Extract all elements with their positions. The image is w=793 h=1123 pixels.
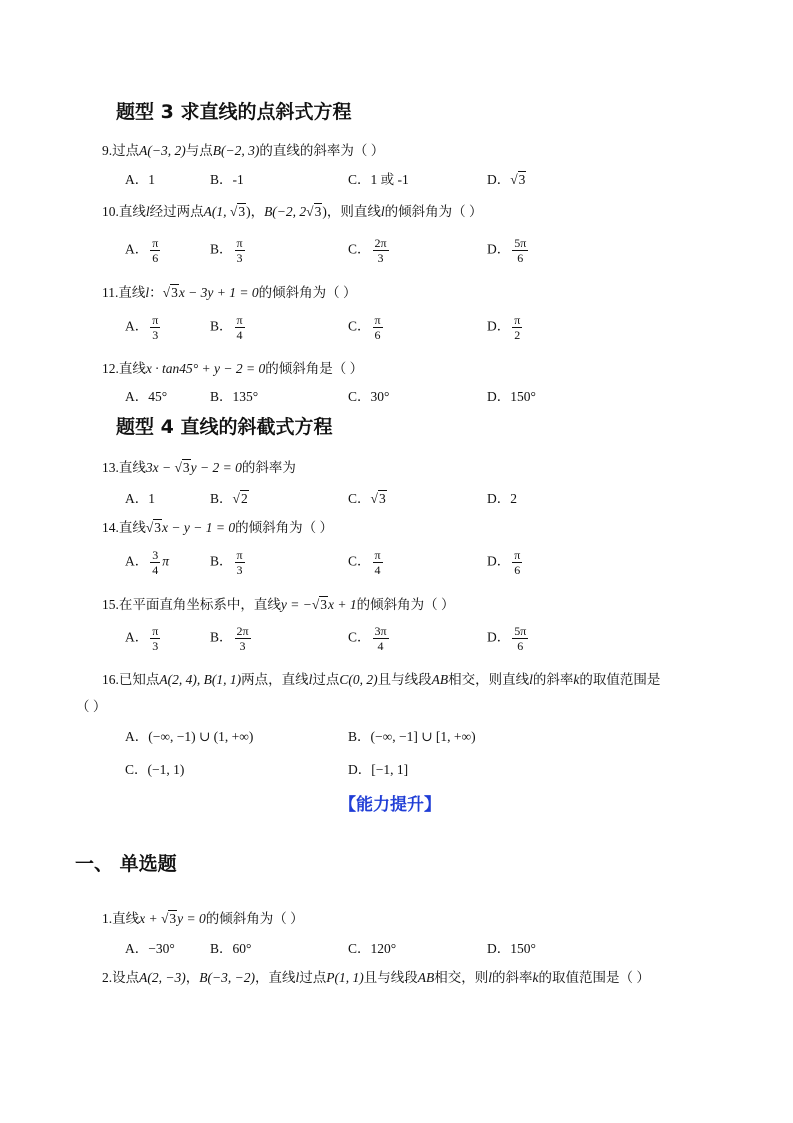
denominator: 3 <box>152 639 159 653</box>
p2-slope-k: k <box>532 970 539 985</box>
q10-text: ，则直线 <box>326 204 381 219</box>
q9-option-d <box>487 168 526 188</box>
sqrt-symbol: √3 <box>229 204 246 219</box>
section-single-choice: 一、 单选题 <box>75 853 177 875</box>
numerator: π <box>514 313 521 327</box>
fraction <box>373 236 389 265</box>
q9-text: 的直线的斜率为（ ） <box>259 143 385 158</box>
fraction <box>512 548 522 577</box>
fraction <box>512 236 528 265</box>
fraction <box>373 548 383 577</box>
denominator: 2 <box>514 328 521 342</box>
p2-point-b: B(−3, −2) <box>199 970 255 985</box>
fraction <box>512 313 522 342</box>
question-12 <box>102 357 363 377</box>
q10-point-b: B(−2, 2 <box>264 204 307 219</box>
sqrt-symbol: √2 <box>232 491 248 506</box>
q15-equation: y = − <box>280 597 312 612</box>
sqrt-symbol: √3 <box>145 520 162 535</box>
sqrt-symbol: √3 <box>311 597 328 612</box>
q10-point-a: A(1, <box>203 204 230 219</box>
fraction <box>235 624 251 653</box>
numerator: 2π <box>374 236 387 250</box>
q10-text: 经过两点 <box>149 204 204 219</box>
q16-text: 两点，直线 <box>241 672 309 687</box>
denominator: 6 <box>374 328 381 342</box>
question-10 <box>102 200 482 220</box>
q13-equation: 3x − <box>145 460 175 475</box>
p2-point-a: A(2, −3) <box>139 970 186 985</box>
q14-option-c <box>348 548 385 577</box>
q10-radicand: 3 <box>314 204 322 219</box>
q15-option-d <box>487 624 530 653</box>
p1-option-c: C．120° <box>348 941 397 956</box>
q13-option-c <box>348 487 387 507</box>
q11-option-a <box>125 313 162 342</box>
p1-radicand: 3 <box>169 911 177 926</box>
q13-text: 13.直线 <box>102 460 146 475</box>
numerator: 3π <box>374 624 387 638</box>
denominator: 4 <box>236 328 243 342</box>
q14-option-d <box>487 548 524 577</box>
p1-option-d: D．150° <box>487 941 536 956</box>
p2-point-p: P(1, 1) <box>326 970 364 985</box>
q10-text: 10.直线 <box>102 204 146 219</box>
q16-text: 相交，则直线 <box>448 672 530 687</box>
heading-type4: 题型 4 直线的斜截式方程 <box>116 416 333 438</box>
fraction <box>512 624 528 653</box>
numerator: 2π <box>236 624 249 638</box>
p1-equation: y = 0 <box>177 911 206 926</box>
q16-line-l: l <box>308 672 313 687</box>
q16-text: 的取值范围是 <box>579 672 661 687</box>
option-label: B． <box>210 241 233 257</box>
q14-radicand: 3 <box>154 520 162 535</box>
q10-line-l: l <box>145 204 150 219</box>
option-label: A． <box>125 553 149 569</box>
heading-type3: 题型 3 求直线的点斜式方程 <box>116 101 352 123</box>
q10-option-a <box>125 236 162 265</box>
q15-radicand: 3 <box>320 597 328 612</box>
q13-equation: y − 2 = 0 <box>190 460 242 475</box>
question-14 <box>102 516 333 536</box>
p2-text: 且与线段 <box>363 970 418 985</box>
q12-option-b: B．135° <box>210 389 259 404</box>
p2-comma: ， <box>185 970 200 985</box>
q12-option-a: A．45° <box>125 389 168 404</box>
q12-text: 的倾斜角是（ ） <box>265 361 364 376</box>
q16-option-d: D．[−1, 1] <box>348 762 409 777</box>
option-label: B． <box>210 553 233 569</box>
denominator: 3 <box>236 251 243 265</box>
q15-text: 的倾斜角为（ ） <box>356 597 455 612</box>
q9-option-d-radicand: 3 <box>518 172 526 187</box>
q9-point-b: B(−2, 3) <box>212 143 260 158</box>
numerator: π <box>374 548 381 562</box>
q14-option-b <box>210 548 247 577</box>
q16-option-c: C．(−1, 1) <box>125 762 185 777</box>
q9-option-a: A．1 <box>125 172 155 187</box>
q16-segment: AB <box>431 672 449 687</box>
numerator: π <box>374 313 381 327</box>
option-label: A． <box>125 629 149 645</box>
q16-option-a: A．(−∞, −1) ∪ (1, +∞) <box>125 729 254 744</box>
q13-option-b <box>210 487 249 507</box>
denominator: 6 <box>517 639 524 653</box>
fraction <box>373 313 383 342</box>
q16-option-b: B．(−∞, −1] ∪ [1, +∞) <box>348 729 476 744</box>
q14-equation: x − y − 1 = 0 <box>162 520 236 535</box>
pi-symbol: π <box>162 553 170 569</box>
q14-text: 14.直线 <box>102 520 146 535</box>
fraction <box>150 624 160 653</box>
q16-line-l: l <box>529 672 533 687</box>
numerator: π <box>514 548 521 562</box>
q11-line-l: l <box>145 285 150 300</box>
q12-text: 12.直线 <box>102 361 146 376</box>
q16-points: A(2, 4), B(1, 1) <box>159 672 242 687</box>
q9-option-d-label: D． <box>487 172 511 187</box>
p2-text: 的斜率 <box>491 970 533 985</box>
option-label: D． <box>487 629 511 645</box>
radicand: 2 <box>240 491 248 506</box>
sqrt-symbol: √3 <box>370 491 386 506</box>
q11-option-c <box>348 313 385 342</box>
numerator: π <box>236 548 243 562</box>
numerator: π <box>152 236 159 250</box>
q9-option-c: C．1 或 -1 <box>348 172 409 187</box>
q9-text: 9.过点 <box>102 143 140 158</box>
question-16 <box>102 668 660 688</box>
question-13 <box>102 456 296 476</box>
practice-question-1 <box>102 907 304 927</box>
option-label: A． <box>125 318 149 334</box>
radicand: 3 <box>378 491 386 506</box>
q14-option-a <box>125 548 169 577</box>
fraction <box>235 236 245 265</box>
numerator: 5π <box>514 624 527 638</box>
sqrt-symbol: √3 <box>162 285 178 300</box>
denominator: 4 <box>374 563 381 577</box>
numerator: 3 <box>152 548 159 562</box>
option-label: B． <box>210 318 233 334</box>
fraction <box>150 236 160 265</box>
p2-text: ，直线 <box>254 970 296 985</box>
option-label: D． <box>487 241 511 257</box>
option-label: C． <box>348 629 371 645</box>
question-11 <box>102 281 357 301</box>
p2-text: 相交，则 <box>434 970 489 985</box>
option-label: D． <box>487 318 511 334</box>
numerator: π <box>152 624 159 638</box>
q16-text: 过点 <box>312 672 340 687</box>
denominator: 6 <box>152 251 159 265</box>
p2-text: 的取值范围是（ ） <box>538 970 650 985</box>
fraction <box>373 624 389 653</box>
p1-text: 1.直线 <box>102 911 140 926</box>
denominator: 3 <box>152 328 159 342</box>
fraction <box>150 548 160 577</box>
p1-option-b: B．60° <box>210 941 252 956</box>
option-label: B． <box>210 491 233 506</box>
practice-question-2 <box>102 966 650 986</box>
numerator: π <box>236 236 243 250</box>
p2-text: 过点 <box>299 970 327 985</box>
q16-answer-paren: （ ） <box>76 699 107 714</box>
q10-text: 的倾斜角为（ ） <box>384 204 483 219</box>
q10-paren: ) <box>246 204 251 219</box>
q15-text: 15.在平面直角坐标系中，直线 <box>102 597 281 612</box>
p2-line-l: l <box>488 970 492 985</box>
option-label: A． <box>125 241 149 257</box>
q16-text: 16.已知点 <box>102 672 160 687</box>
q11-radicand: 3 <box>171 285 178 300</box>
q14-text: 的倾斜角为（ ） <box>235 520 333 535</box>
question-9 <box>102 139 384 159</box>
q12-option-d: D．150° <box>487 389 536 404</box>
q9-point-a: A(−3, 2) <box>139 143 186 158</box>
fraction <box>150 313 160 342</box>
denominator: 6 <box>514 563 521 577</box>
option-label: C． <box>348 553 371 569</box>
sqrt-symbol: √3 <box>160 911 177 926</box>
p1-text: 的倾斜角为（ ） <box>205 911 304 926</box>
q10-comma: ， <box>250 204 265 219</box>
p1-option-a: A．−30° <box>125 941 175 956</box>
fraction <box>235 313 245 342</box>
q15-equation: x + 1 <box>328 597 357 612</box>
q9-text: 与点 <box>185 143 213 158</box>
q11-option-d <box>487 313 524 342</box>
sqrt-symbol: √3 <box>510 172 526 187</box>
q11-text: 11.直线 <box>102 285 146 300</box>
q10-paren: ) <box>322 204 327 219</box>
p2-line-l: l <box>295 970 300 985</box>
q13-text: 的斜率为 <box>241 460 296 475</box>
denominator: 3 <box>239 639 246 653</box>
ability-heading: 【能力提升】 <box>339 795 441 815</box>
p1-equation: x + <box>139 911 161 926</box>
q11-text: 的倾斜角为（ ） <box>258 285 357 300</box>
q10-option-d <box>487 236 530 265</box>
q13-option-a: A．1 <box>125 491 155 506</box>
denominator: 4 <box>377 639 384 653</box>
q10-option-b <box>210 236 247 265</box>
q12-equation: x · tan45° + y − 2 = 0 <box>145 361 266 376</box>
q11-equation: x − 3y + 1 = 0 <box>178 285 259 300</box>
q13-option-d: D．2 <box>487 491 517 506</box>
q9-option-b: B．-1 <box>210 172 244 187</box>
numerator: 5π <box>514 236 527 250</box>
q10-line-l: l <box>380 204 385 219</box>
q15-option-b <box>210 624 253 653</box>
numerator: π <box>152 313 159 327</box>
q15-option-a <box>125 624 162 653</box>
sqrt-symbol: √3 <box>174 460 190 475</box>
option-label: C． <box>348 318 371 334</box>
option-label: C． <box>348 491 371 506</box>
numerator: π <box>236 313 243 327</box>
option-label: C． <box>348 241 371 257</box>
question-15 <box>102 593 455 613</box>
q13-radicand: 3 <box>182 460 190 475</box>
q12-option-c: C．30° <box>348 389 390 404</box>
q16-text: 且与线段 <box>377 672 432 687</box>
fraction <box>235 548 245 577</box>
denominator: 6 <box>517 251 524 265</box>
q11-option-b <box>210 313 247 342</box>
q16-point-c: C(0, 2) <box>339 672 378 687</box>
denominator: 4 <box>152 563 159 577</box>
p2-text: 2.设点 <box>102 970 140 985</box>
sqrt-symbol: √3 <box>306 204 322 219</box>
q15-option-c <box>348 624 391 653</box>
denominator: 3 <box>236 563 243 577</box>
q16-slope-k: k <box>573 672 580 687</box>
denominator: 3 <box>377 251 384 265</box>
q10-option-c <box>348 236 391 265</box>
q11-colon: ： <box>149 285 163 300</box>
option-label: B． <box>210 629 233 645</box>
option-label: D． <box>487 553 511 569</box>
p2-segment: AB <box>417 970 435 985</box>
q10-radicand: 3 <box>238 204 246 219</box>
q16-text: 的斜率 <box>532 672 574 687</box>
